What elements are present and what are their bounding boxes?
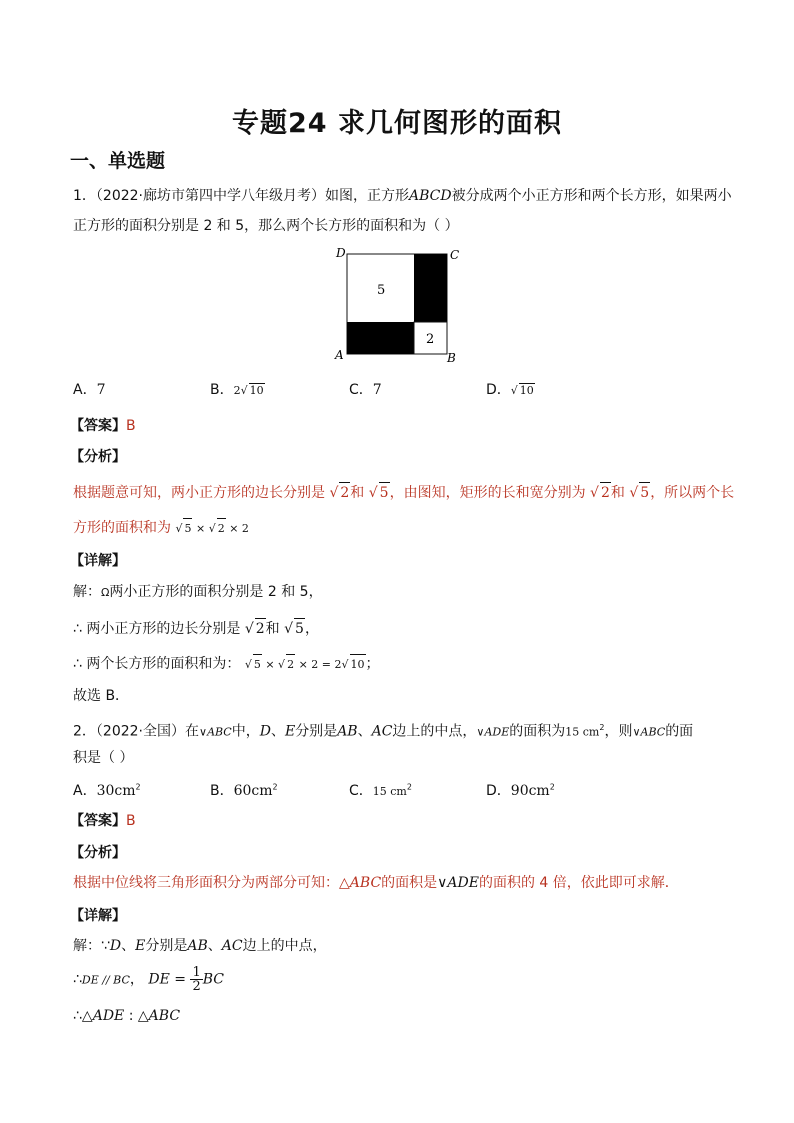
page-title: 专题24 求几何图形的面积 [232,108,562,139]
q2-analysis-line: 根据中位线将三角形面积分为两部分可知：△ABC的面积是∨ADE的面积的 4 倍，依此即可求解． [73,875,679,891]
q1-analysis-line2: 方形的面积和为 √ 5 × √ 2 × 2 [73,518,249,539]
q1-answer: 【答案】B [70,418,136,434]
q1-detail-line2: ∴ 两小正方形的边长分别是 √ 2和 √ 5， [73,618,319,639]
q1-option-b: B．2√ 10 [210,382,264,398]
q1-detail-line3: ∴ 两个长方形的面积和为： √ 5 × √ 2 × 2 = 2√ 10； [73,654,380,675]
q2-answer: 【答案】B [70,813,136,829]
q1-detail-line4: 故选 B． [73,688,130,704]
right-rectangle [414,254,447,322]
q2-detail-tag: 【详解】 [70,908,126,924]
q1-square-figure [330,243,464,371]
q1-option-d: D．√ 10 [486,382,534,398]
q1-detail-line1: 解：Ω两小正方形的面积分别是 2 和 5， [73,584,323,600]
bottom-rectangle [347,322,414,354]
area-big-label: 5 [377,283,386,298]
q2-detail-line3: ∴△ADE : △ABC [73,1008,181,1024]
q1-stem-line1: 1．（2022·廊坊市第四中学八年级月考）如图，正方形ABCD被分成两个小正方形和两个长方形，如果两小 [73,188,732,204]
q2-option-b: B．$60cm^2$ [210,782,278,799]
q2-detail-line2: ∴DE // BC， DE = $\frac{1}{2}$ BC [73,965,224,994]
q1-analysis-line1: 根据题意可知，两小正方形的边长分别是 √ 2和 √ 5，由图知，矩形的长和宽分别为 √ 2和 √ 5，所以两个长 [73,482,734,503]
q1-detail-tag: 【详解】 [70,553,126,569]
section-heading: 一、单选题 [70,150,166,172]
q2-analysis-tag: 【分析】 [70,845,126,861]
q1-option-a: A．7 [73,382,106,398]
label-a: A [335,348,344,362]
label-c: C [450,248,460,262]
label-b: B [447,351,456,365]
q2-option-d: D．$90cm^2$ [486,782,555,799]
q2-stem-line2: 积是（ ） [73,750,134,766]
label-d: D [336,246,346,260]
q2-option-c: C．15 $cm^2$ [349,782,412,799]
q2-detail-line1: 解：∵D、E分别是AB、AC边上的中点， [73,938,327,954]
q2-option-a: A．$30cm^2$ [73,782,141,799]
q1-analysis-tag: 【分析】 [70,449,126,465]
q1-stem-line2: 正方形的面积分别是 2 和 5，那么两个长方形的面积和为（ ） [73,218,459,234]
q2-stem-line1: 2．（2022·全国）在∨ABC中，D、E分别是AB、AC边上的中点，∨ADE的面积为15 $cm^2$，则∨ABC的面 [73,723,694,740]
q1-option-c: C．7 [349,382,382,398]
area-small-label: 2 [426,332,435,347]
